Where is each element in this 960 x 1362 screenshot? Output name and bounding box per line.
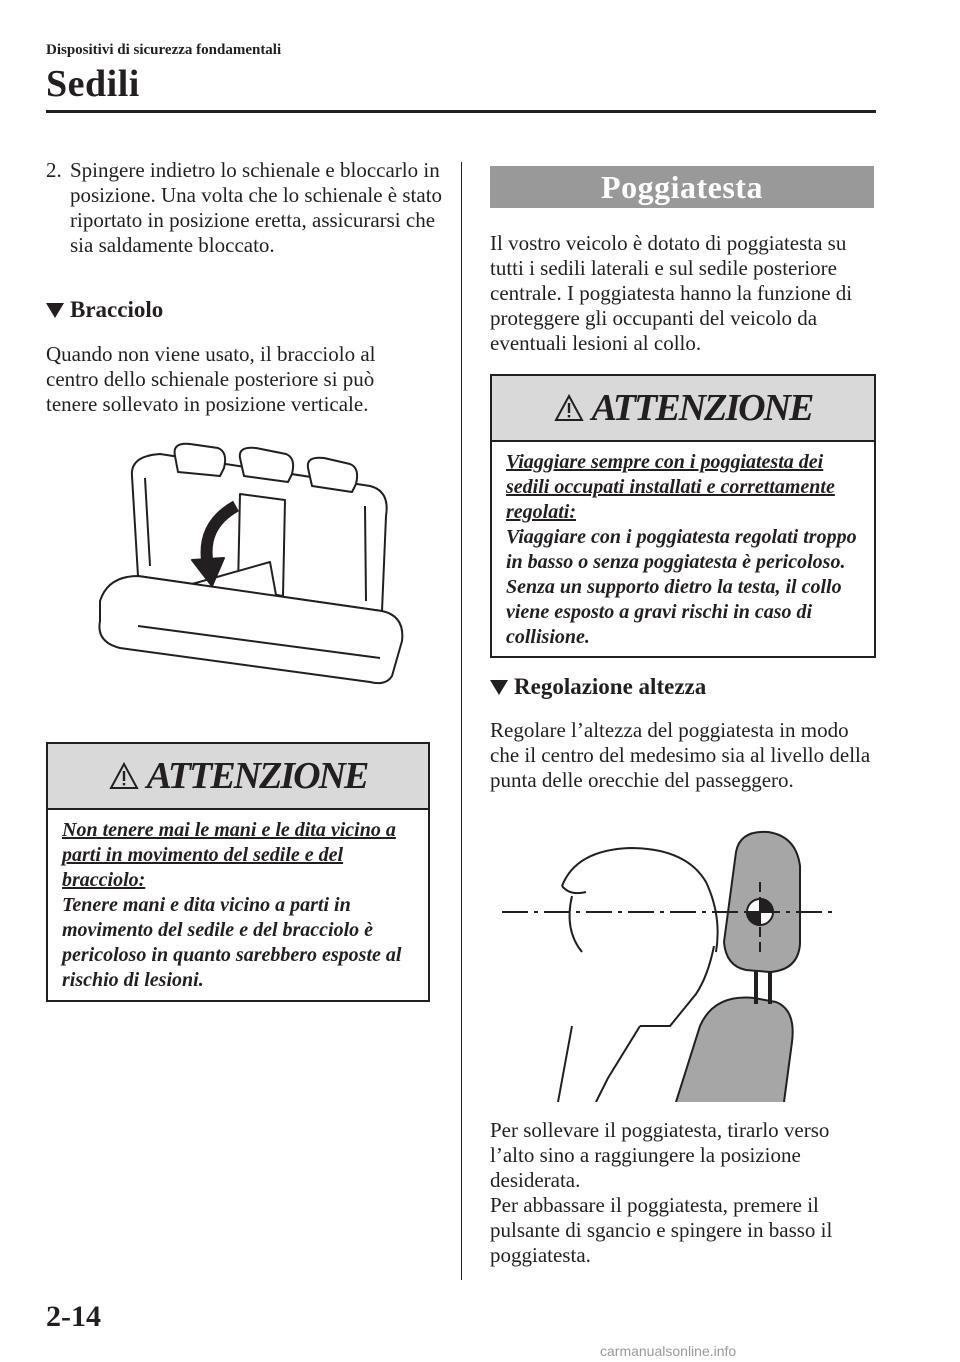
raise-text: Per sollevare il poggiatesta, tirarlo verso l’alto sino a raggiungere la posizione desiderata. — [490, 1118, 830, 1192]
headrest-intro: Il vostro veicolo è dotato di poggiatesta su tutti i sedili laterali e sul sedile posteriore centrale. I poggiatesta hanno la funzione di proteggere gli occupanti del veicolo da eventuali lesioni al collo. — [490, 231, 853, 355]
warning-title: ATTENZIONE — [591, 387, 813, 429]
warning-lead: Non tenere mai le mani e le dita vicino a parti in movimento del sedile e del bracciolo: — [62, 819, 396, 891]
step-text: Spingere indietro lo schienale e bloccarlo in posizione. Una volta che lo schienale è stato riportato in posizione eretta, assicurarsi che sia saldamente bloccato. — [70, 158, 443, 257]
triangle-bullet-icon — [490, 680, 508, 695]
page-number: 2-14 — [46, 1300, 101, 1333]
column-separator — [461, 162, 462, 1280]
warning-text: Viaggiare con i poggiatesta regolati troppo in basso o senza poggiatesta è pericoloso. Senza un supporto dietro la testa, il collo viene esposto a gravi rischi in caso di collisione. — [506, 526, 857, 648]
height-heading-text: Regolazione altezza — [514, 674, 707, 699]
warning-header — [492, 376, 874, 442]
section-title: Sedili — [46, 63, 140, 105]
watermark: carmanualsonline.info — [600, 1343, 737, 1359]
armrest-text: Quando non viene usato, il bracciolo al centro dello schienale posteriore si può tenere sollevato in posizione verticale. — [46, 342, 376, 416]
headrest-warning-box — [490, 374, 876, 658]
warning-body — [492, 442, 874, 660]
warning-header — [48, 744, 428, 810]
header-rule — [46, 110, 876, 113]
triangle-bullet-icon — [46, 303, 64, 318]
step-number: 2. — [46, 158, 62, 182]
height-text: Regolare l’altezza del poggiatesta in modo che il centro del medesimo sia al livello della punta delle orecchie del passeggero. — [490, 718, 871, 792]
chapter-title: Dispositivi di sicurezza fondamentali — [46, 42, 282, 58]
headrest-height-illustration — [500, 826, 840, 1102]
lower-text: Per abbassare il poggiatesta, premere il pulsante di sgancio e spingere in basso il poggiatesta. — [490, 1193, 833, 1267]
height-heading — [490, 674, 706, 700]
warning-text: Tenere mani e dita vicino a parti in movimento del sedile e del bracciolo è pericoloso in quanto sarebbero esposte al rischio di lesioni. — [62, 894, 402, 991]
armrest-warning-box — [46, 742, 430, 1002]
armrest-heading-text: Bracciolo — [70, 297, 164, 322]
headrest-banner: Poggiatesta — [490, 166, 874, 208]
warning-triangle-icon — [109, 762, 139, 790]
warning-title: ATTENZIONE — [146, 755, 368, 797]
warning-body — [48, 810, 428, 1003]
warning-triangle-icon — [554, 394, 584, 422]
rear-seat-armrest-illustration — [90, 436, 410, 686]
step-2 — [46, 158, 446, 258]
warning-lead: Viaggiare sempre con i poggiatesta dei sedili occupati installati e correttamente regolati: — [506, 451, 835, 523]
armrest-heading — [46, 297, 163, 323]
